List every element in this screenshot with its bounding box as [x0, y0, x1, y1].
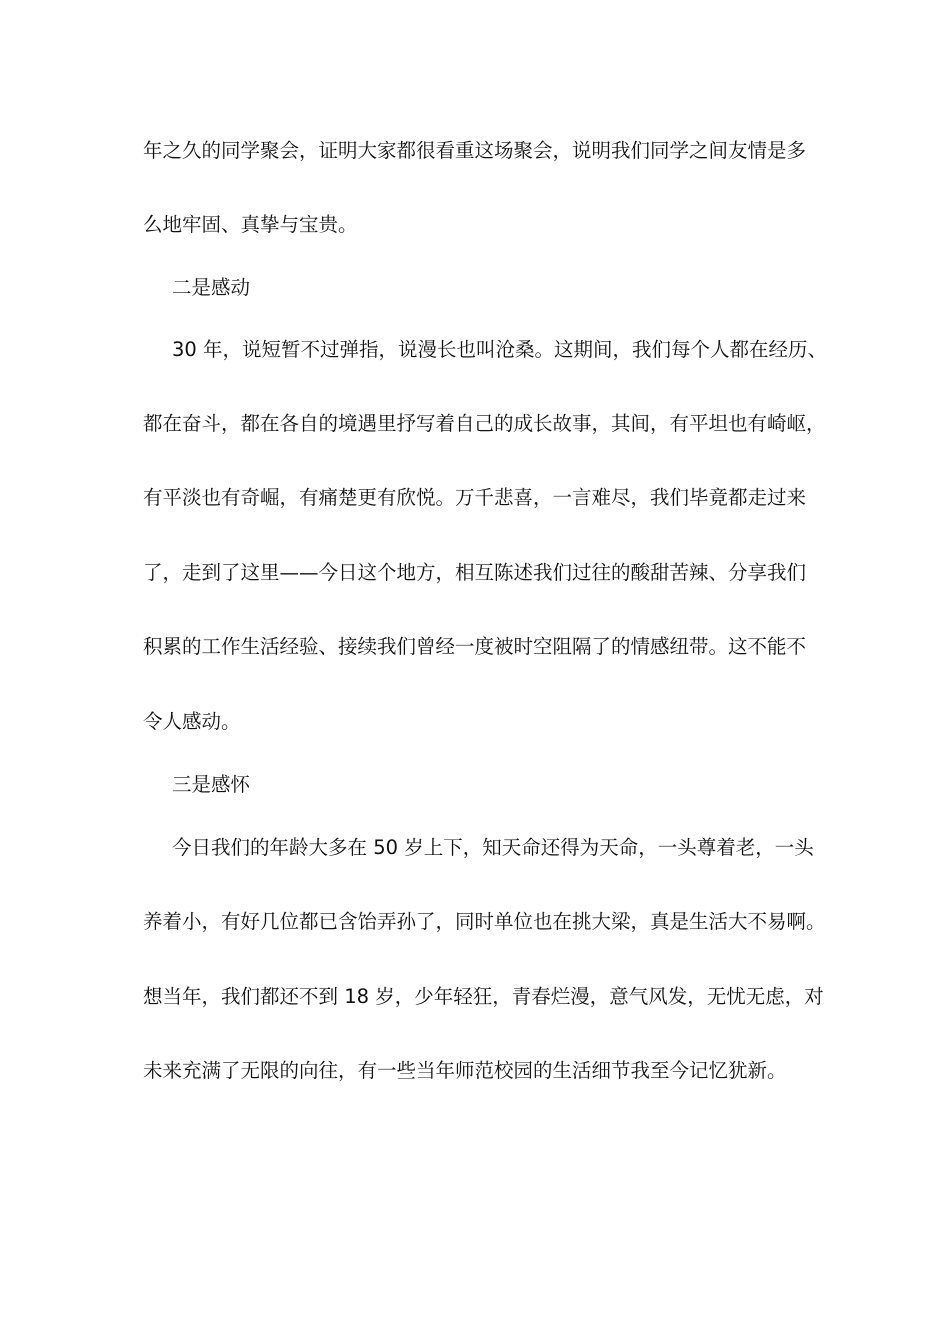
- text-line-2: 么地牢固、真挚与宝贵。: [143, 213, 358, 236]
- text-line-4: 30 年，说短暂不过弹指，说漫长也叫沧桑。这期间，我们每个人都在经历、: [172, 338, 828, 361]
- text-line-9: 令人感动。: [143, 710, 241, 733]
- text-line-5: 都在奋斗，都在各自的境遇里抒写着自己的成长故事，其间，有平坦也有崎岖，: [143, 412, 826, 435]
- section-heading-moved: 二是感动: [172, 276, 251, 299]
- section-heading-nostalgia: 三是感怀: [172, 773, 251, 796]
- text-line-7: 了，走到了这里——今日这个地方，相互陈述我们过往的酸甜苦辣、分享我们: [143, 561, 807, 584]
- text-line-14: 未来充满了无限的向往，有一些当年师范校园的生活细节我至今记忆犹新。: [143, 1059, 787, 1082]
- text-line-13: 想当年，我们都还不到 18 岁，少年轻狂，青春烂漫，意气风发，无忧无虑，对: [143, 985, 824, 1008]
- text-line-6: 有平淡也有奇崛，有痛楚更有欣悦。万千悲喜，一言难尽，我们毕竟都走过来: [143, 486, 807, 509]
- text-line-11: 今日我们的年龄大多在 50 岁上下，知天命还得为天命，一头尊着老，一头: [172, 836, 814, 859]
- text-line-12: 养着小，有好几位都已含饴弄孙了，同时单位也在挑大梁，真是生活大不易啊。: [143, 910, 826, 933]
- text-line-8: 积累的工作生活经验、接续我们曾经一度被时空阻隔了的情感纽带。这不能不: [143, 635, 807, 658]
- text-line-1: 年之久的同学聚会，证明大家都很看重这场聚会，说明我们同学之间友情是多: [143, 139, 807, 162]
